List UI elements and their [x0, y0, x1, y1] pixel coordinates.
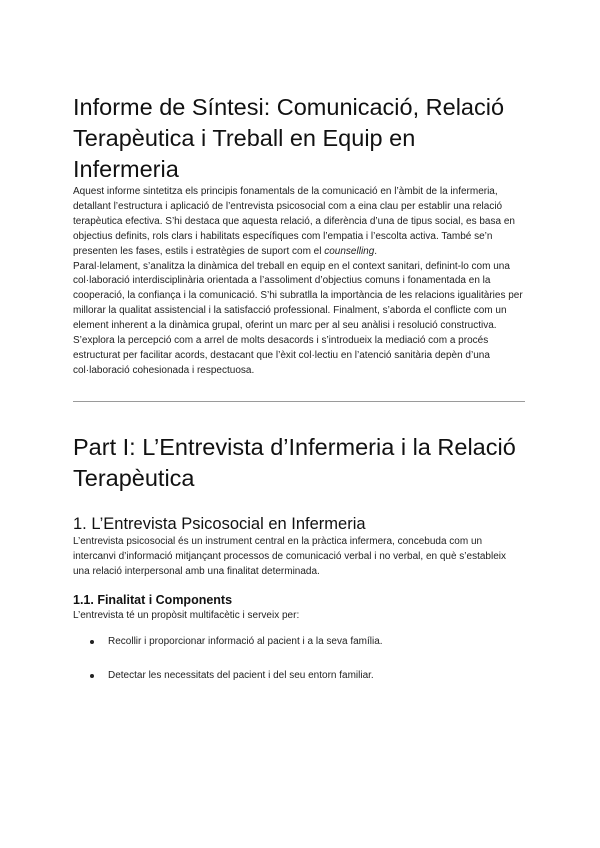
subsection-1-1-lead: L’entrevista té un propòsit multifacètic i serveix per: [73, 609, 300, 621]
intro-term-counselling: counselling [324, 245, 375, 257]
bullet-dot-icon [90, 674, 94, 678]
intro-paragraph-1 [73, 185, 525, 260]
section-1-heading: 1. L’Entrevista Psicosocial en Infermeria [73, 514, 366, 533]
intro-paragraph-1-text: Aquest informe sintetitza els principis fonamentals de la comunicació en l’àmbit de la infermeria, detallant l’estructura i aplicació de l’entrevista psicosocial com a eina clau per establir una relació terapèutica efectiva. S’hi destaca que aquesta relació, a diferència d’una de tipus social, es basa en objectius definits, rols clars i habilitats específiques com l’empatia i l’escolta activa. També se’n presenten les fases, estils i estratègies de suport com el [73, 186, 515, 257]
bullet-dot-icon [90, 640, 94, 644]
bullet-item-text: Recollir i proporcionar informació al pacient i a la seva família. [108, 636, 383, 648]
bullet-item-text: Detectar les necessitats del pacient i del seu entorn familiar. [108, 670, 374, 682]
bullet-item [73, 669, 525, 684]
section-1-paragraph: L’entrevista psicosocial és un instrument central en la pràctica infermera, concebuda com un intercanvi d’informació mitjançant processos de comunicació verbal i no verbal, en què s’estableix una relació interpersonal amb una finalitat determinada. [73, 535, 506, 577]
document-title: Informe de Síntesi: Comunicació, Relació Terapèutica i Treball en Equip en Infermeria [73, 94, 505, 182]
intro-paragraph-2: Paral·lelament, s’analitza la dinàmica del treball en equip en el context sanitari, definint-lo com una col·laboració interdisciplinària orientada a l’assoliment d’objectius comuns i fonamentada en la cooperació, la confiança i la comunicació. S’hi subratlla la importància de les relacions igualitàries per millorar la qualitat assistencial i la satisfacció professional. Finalment, s’aborda el conflicte com un element inherent a la dinàmica grupal, oferint un marc per al seu anàlisi i resolució constructiva. S’explora la percepció com a arrel de molts desacords i s’introdueix la mediació com a procés estructurat per facilitar acords, destacant que l’èxit col·lectiu en l’atenció sanitària depèn d’una col·laboració cohesionada i respectuosa. [73, 260, 523, 376]
section-divider [73, 401, 525, 402]
bullet-item [73, 635, 525, 650]
intro-paragraph-1-end: . [374, 245, 378, 257]
subsection-1-1-bullet-list [73, 635, 525, 684]
part-1-title: Part I: L’Entrevista d’Infermeria i la Relació Terapèutica [73, 433, 516, 491]
document-page [73, 92, 525, 703]
subsection-1-1-heading: 1.1. Finalitat i Components [73, 592, 233, 607]
